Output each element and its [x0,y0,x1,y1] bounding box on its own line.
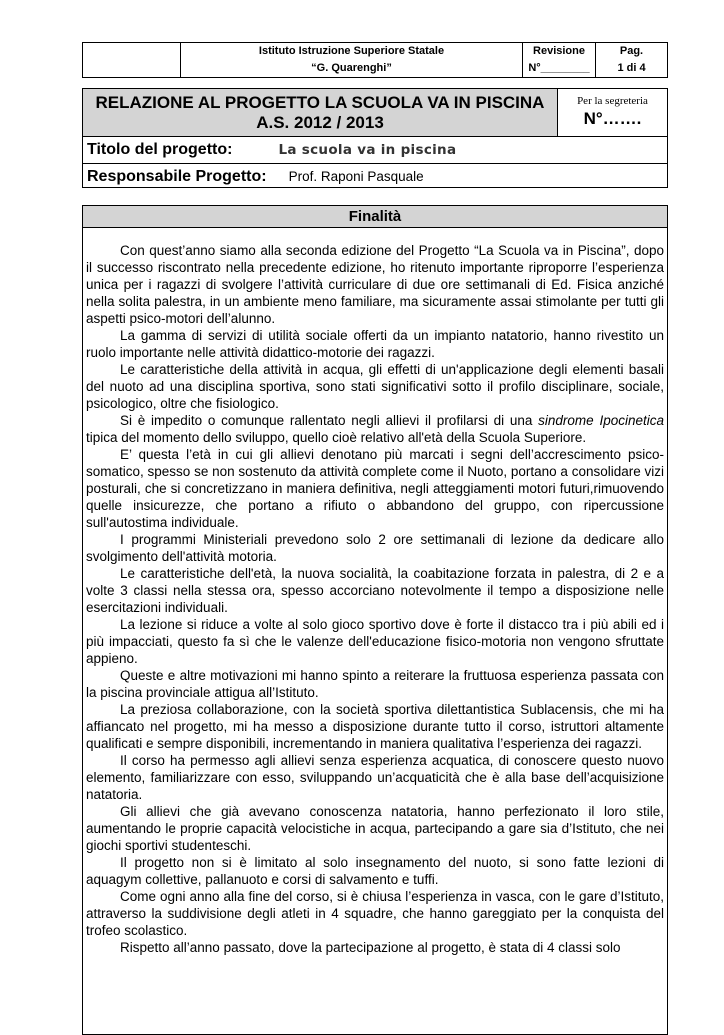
title-block [82,88,668,188]
title-row [83,89,667,137]
paragraph: Gli allievi che già avevano conoscenza natatoria, hanno perfezionato il loro stile, aumentando le proprie capacità velocistiche in acqua, partecipando a gare sia d’Istituto, che nei giochi sportivi studenteschi. [86,804,664,853]
section-heading: Finalità [83,206,667,228]
revision-value: N°________ [528,62,590,74]
logo-cell [83,43,181,77]
secretary-cell [558,89,667,136]
project-title-label: Titolo del progetto: [87,141,233,158]
finalita-section [82,205,668,1035]
paragraph: La gamma di servizi di utilità sociale offerti da un impianto natatorio, hanno rivestito un ruolo importante nelle attività didattico-motorie dei ragazzi. [86,328,664,360]
paragraph: E’ questa l’età in cui gli allievi denotano più marcati i segni dell’accrescimento psico-somatico, spesso se non sostenuto da attività complete come il Nuoto, portano a consolidare vizi posturali, che si concretizzano in maniera definitiva, negli atteggiamenti motori futuri,rimuovendo quelle insicurezze, che portano a rifiuto o abbandono del gruppo, con ripercussione sull'autostima individuale. [86,447,664,530]
paragraph: Il progetto non si è limitato al solo insegnamento del nuoto, si sono fatte lezioni di aquagym collettive, pallanuoto e corsi di salvamento e tuffi. [86,855,664,887]
responsible-label: Responsabile Progetto: [87,167,267,185]
paragraph: Le caratteristiche della attività in acqua, gli effetti di un'applicazione degli elementi basali del nuoto ad una disciplina sportiva, sono stati significativi sotto il profilo disciplinare, sociale, psicologico, oltre che fisiologico. [86,362,664,411]
revision-label: Revisione [533,45,585,57]
paragraph: Le caratteristiche dell'età, la nuova socialità, la coabitazione forzata in palestra, di 2 e a volte 3 classi nella stessa ora, spesso accorciano notevolmente il tempo a disposizione nelle esercitazioni individuali. [86,566,664,615]
report-heading [83,89,558,136]
page-value: 1 di 4 [617,62,646,74]
revision-cell [523,43,596,77]
project-title-row [83,137,667,164]
paragraph: Si è impedito o comunque rallentato negli allievi il profilarsi di una sindrome Ipocinetica tipica del momento dello sviluppo, quello cioè relativo all'età della Scuola Superiore. [86,413,664,445]
responsible-row [83,164,667,189]
paragraph: I programmi Ministeriali prevedono solo 2 ore settimanali di lezione da dedicare allo svolgimento dell'attività motoria. [86,532,664,564]
paragraph: Queste e altre motivazioni mi hanno spinto a reiterare la fruttuosa esperienza passata con la piscina provinciale attigua all’Istituto. [86,668,664,700]
document-header-table [82,42,668,78]
responsible-value: Prof. Raponi Pasquale [288,169,424,184]
paragraph: Il corso ha permesso agli allievi senza esperienza acquatica, di conoscere questo nuovo elemento, familiarizzare con esso, sviluppando un’acquaticità che è alla base dell’acquisizione natatoria. [86,753,664,802]
report-heading-line2: A.S. 2012 / 2013 [256,113,384,132]
paragraph: La preziosa collaborazione, con la società sportiva dilettantistica Sublacensis, che mi ha affiancato nel progetto, mi ha messo a disposizione durante tutto il corso, istruttori altamente qualificati e sempre disponibili, incrementando in maniera qualitativa l’esperienza dei ragazzi. [86,702,664,751]
project-title-value: La scuola va in piscina [278,142,457,158]
page-label: Pag. [619,45,644,57]
secretary-label: Per la segreteria [577,95,648,107]
school-cell [181,43,523,77]
paragraph: Rispetto all’anno passato, dove la partecipazione al progetto, è stata di 4 classi solo [120,940,621,955]
report-heading-line1: RELAZIONE AL PROGETTO LA SCUOLA VA IN PISCINA [95,93,545,112]
paragraph: La lezione si riduce a volte al solo gioco sportivo dove è forte il distacco tra i più abili ed i più impacciati, questo fa sì che le valenze dell'educazione fisico-motoria non vengono sfruttate appieno. [86,617,664,666]
paragraph: Con quest’anno siamo alla seconda edizione del Progetto “La Scuola va in Piscina”, dopo il successo riscontrato nella precedente edizione, ho ritenuto importante riproporre l’esperienza unica per i ragazzi di svolgere l’attività curriculare di due ore settimanali di Ed. Fisica anziché nella solita palestra, in un ambiente meno familiare, ma sicuramente assai stimolante per tutti gli aspetti psico-motori dell’alunno. [86,243,664,326]
secretary-number: N°……. [583,109,642,128]
school-name: Istituto Istruzione Superiore Statale [258,45,445,57]
school-subtitle: “G. Quarenghi” [311,62,392,74]
page-cell [596,43,667,77]
paragraph: Come ogni anno alla fine del corso, si è chiusa l’esperienza in vasca, con le gare d’Istituto, attraverso la suddivisione degli atleti in 4 squadre, che hanno gareggiato per la conquista del trofeo scolastico. [86,889,664,938]
body-text [86,242,664,956]
